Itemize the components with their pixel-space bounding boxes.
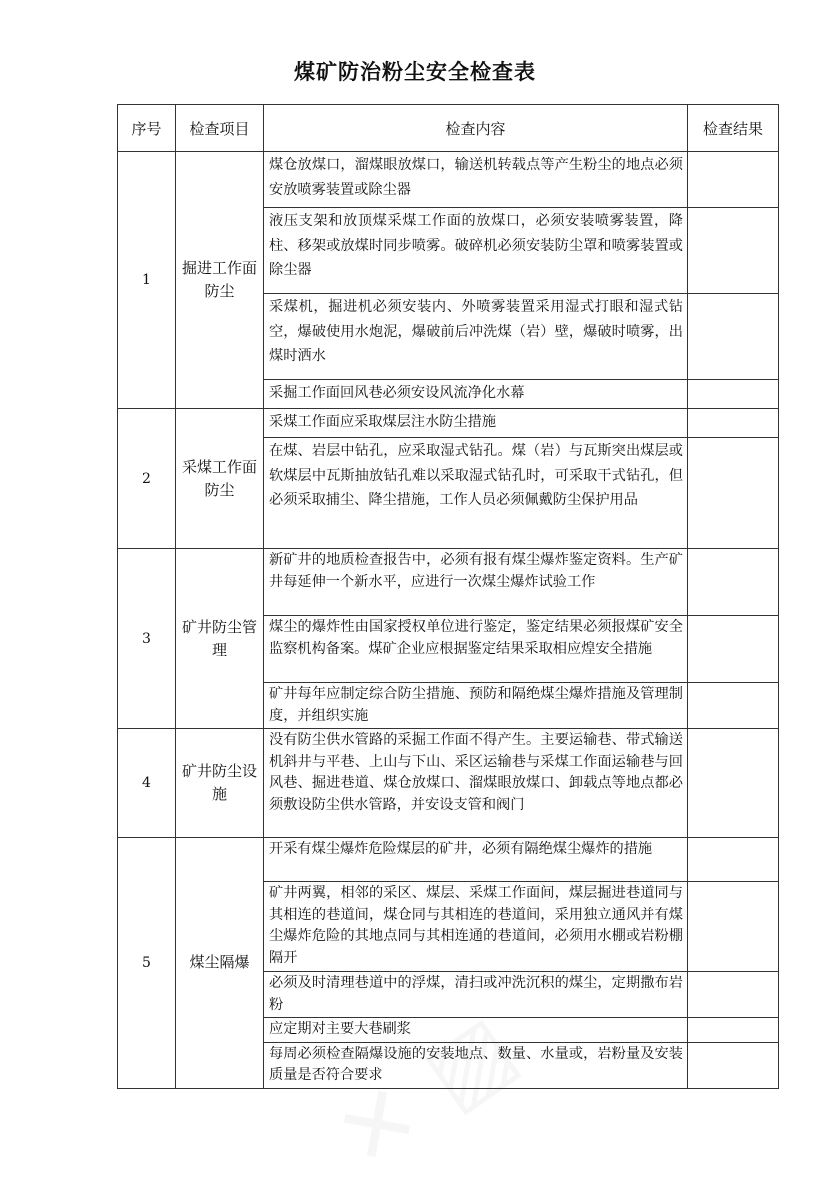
check-content: 矿井两翼，相邻的采区、煤层、采煤工作面间，煤层掘进巷道同与其相连的巷道间，煤仓同与其相连的巷道间，采用独立通风并有煤尘爆炸危险的其地点同与其相连通的巷道间，必须用水棚或岩粉棚隔开 bbox=[264, 882, 688, 972]
table-row bbox=[118, 838, 779, 882]
table-row bbox=[118, 409, 779, 438]
result-cell[interactable] bbox=[688, 972, 779, 1018]
table-row bbox=[118, 152, 779, 208]
row-number: 2 bbox=[118, 409, 176, 549]
check-item: 矿井防尘设施 bbox=[176, 729, 264, 838]
result-cell[interactable] bbox=[688, 208, 779, 294]
result-cell[interactable] bbox=[688, 380, 779, 409]
check-item: 煤尘隔爆 bbox=[176, 838, 264, 1089]
check-content: 煤尘的爆炸性由国家授权单位进行鉴定，鉴定结果必须报煤矿安全监察机构备案。煤矿企业应根据鉴定结果采取相应煌安全措施 bbox=[264, 616, 688, 683]
check-item: 采煤工作面防尘 bbox=[176, 409, 264, 549]
header-item: 检查项目 bbox=[176, 105, 264, 152]
check-content: 开采有煤尘爆炸危险煤层的矿井，必须有隔绝煤尘爆炸的措施 bbox=[264, 838, 688, 882]
result-cell[interactable] bbox=[688, 409, 779, 438]
page-title: 煤矿防治粉尘安全检查表 bbox=[294, 59, 536, 84]
table-row bbox=[118, 549, 779, 616]
check-content: 必须及时清理巷道中的浮煤，清扫或冲洗沉积的煤尘，定期撒布岩粉 bbox=[264, 972, 688, 1018]
result-cell[interactable] bbox=[688, 1042, 779, 1088]
check-content: 没有防尘供水管路的采掘工作面不得产生。主要运输巷、带式输送机斜井与平巷、上山与下山、采区运输巷与采煤工作面运输巷与回风巷、掘进巷道、煤仓放煤口、溜煤眼放煤口、卸载点等地点都必须敷设防尘供水管路，并安设支管和阀门 bbox=[264, 729, 688, 838]
check-content: 应定期对主要大巷刷浆 bbox=[264, 1018, 688, 1043]
inspection-table bbox=[117, 104, 779, 1089]
check-content: 矿井每年应制定综合防尘措施、预防和隔绝煤尘爆炸措施及管理制度，并组织实施 bbox=[264, 683, 688, 729]
row-number: 5 bbox=[118, 838, 176, 1089]
check-content: 采煤工作面应采取煤层注水防尘措施 bbox=[264, 409, 688, 438]
result-cell[interactable] bbox=[688, 838, 779, 882]
header-no: 序号 bbox=[118, 105, 176, 152]
header-content: 检查内容 bbox=[264, 105, 688, 152]
result-cell[interactable] bbox=[688, 549, 779, 616]
result-cell[interactable] bbox=[688, 729, 779, 838]
check-content: 在煤、岩层中钻孔，应采取湿式钻孔。煤（岩）与瓦斯突出煤层或软煤层中瓦斯抽放钻孔难以采取湿式钻孔时，可采取干式钻孔，但必须采取捕尘、降尘措施，工作人员必须佩戴防尘保护用品 bbox=[264, 438, 688, 549]
row-number: 1 bbox=[118, 152, 176, 409]
check-content: 采煤机，掘进机必须安装内、外喷雾装置采用湿式打眼和湿式钻空，爆破使用水炮泥，爆破前后冲洗煤（岩）壁，爆破时喷雾，出煤时洒水 bbox=[264, 294, 688, 380]
row-number: 4 bbox=[118, 729, 176, 838]
result-cell[interactable] bbox=[688, 152, 779, 208]
header-row bbox=[118, 105, 779, 152]
check-content: 每周必须检查隔爆设施的安装地点、数量、水量或，岩粉量及安装质量是否符合要求 bbox=[264, 1042, 688, 1088]
table-row bbox=[118, 729, 779, 838]
check-item: 掘进工作面防尘 bbox=[176, 152, 264, 409]
result-cell[interactable] bbox=[688, 616, 779, 683]
header-result: 检查结果 bbox=[688, 105, 779, 152]
check-content: 采掘工作面回风巷必须安设风流净化水幕 bbox=[264, 380, 688, 409]
row-number: 3 bbox=[118, 549, 176, 729]
result-cell[interactable] bbox=[688, 294, 779, 380]
result-cell[interactable] bbox=[688, 882, 779, 972]
result-cell[interactable] bbox=[688, 1018, 779, 1043]
check-item: 矿井防尘管理 bbox=[176, 549, 264, 729]
result-cell[interactable] bbox=[688, 683, 779, 729]
result-cell[interactable] bbox=[688, 438, 779, 549]
check-content: 新矿井的地质检查报告中，必须有报有煤尘爆炸鉴定资料。生产矿井每延伸一个新水平，应进行一次煤尘爆炸试验工作 bbox=[264, 549, 688, 616]
check-content: 煤仓放煤口，溜煤眼放煤口，输送机转载点等产生粉尘的地点必须安放喷雾装置或除尘器 bbox=[264, 152, 688, 208]
check-content: 液压支架和放顶煤采煤工作面的放煤口，必须安装喷雾装置，降柱、移架或放煤时同步喷雾。破碎机必须安装防尘罩和喷雾装置或除尘器 bbox=[264, 208, 688, 294]
